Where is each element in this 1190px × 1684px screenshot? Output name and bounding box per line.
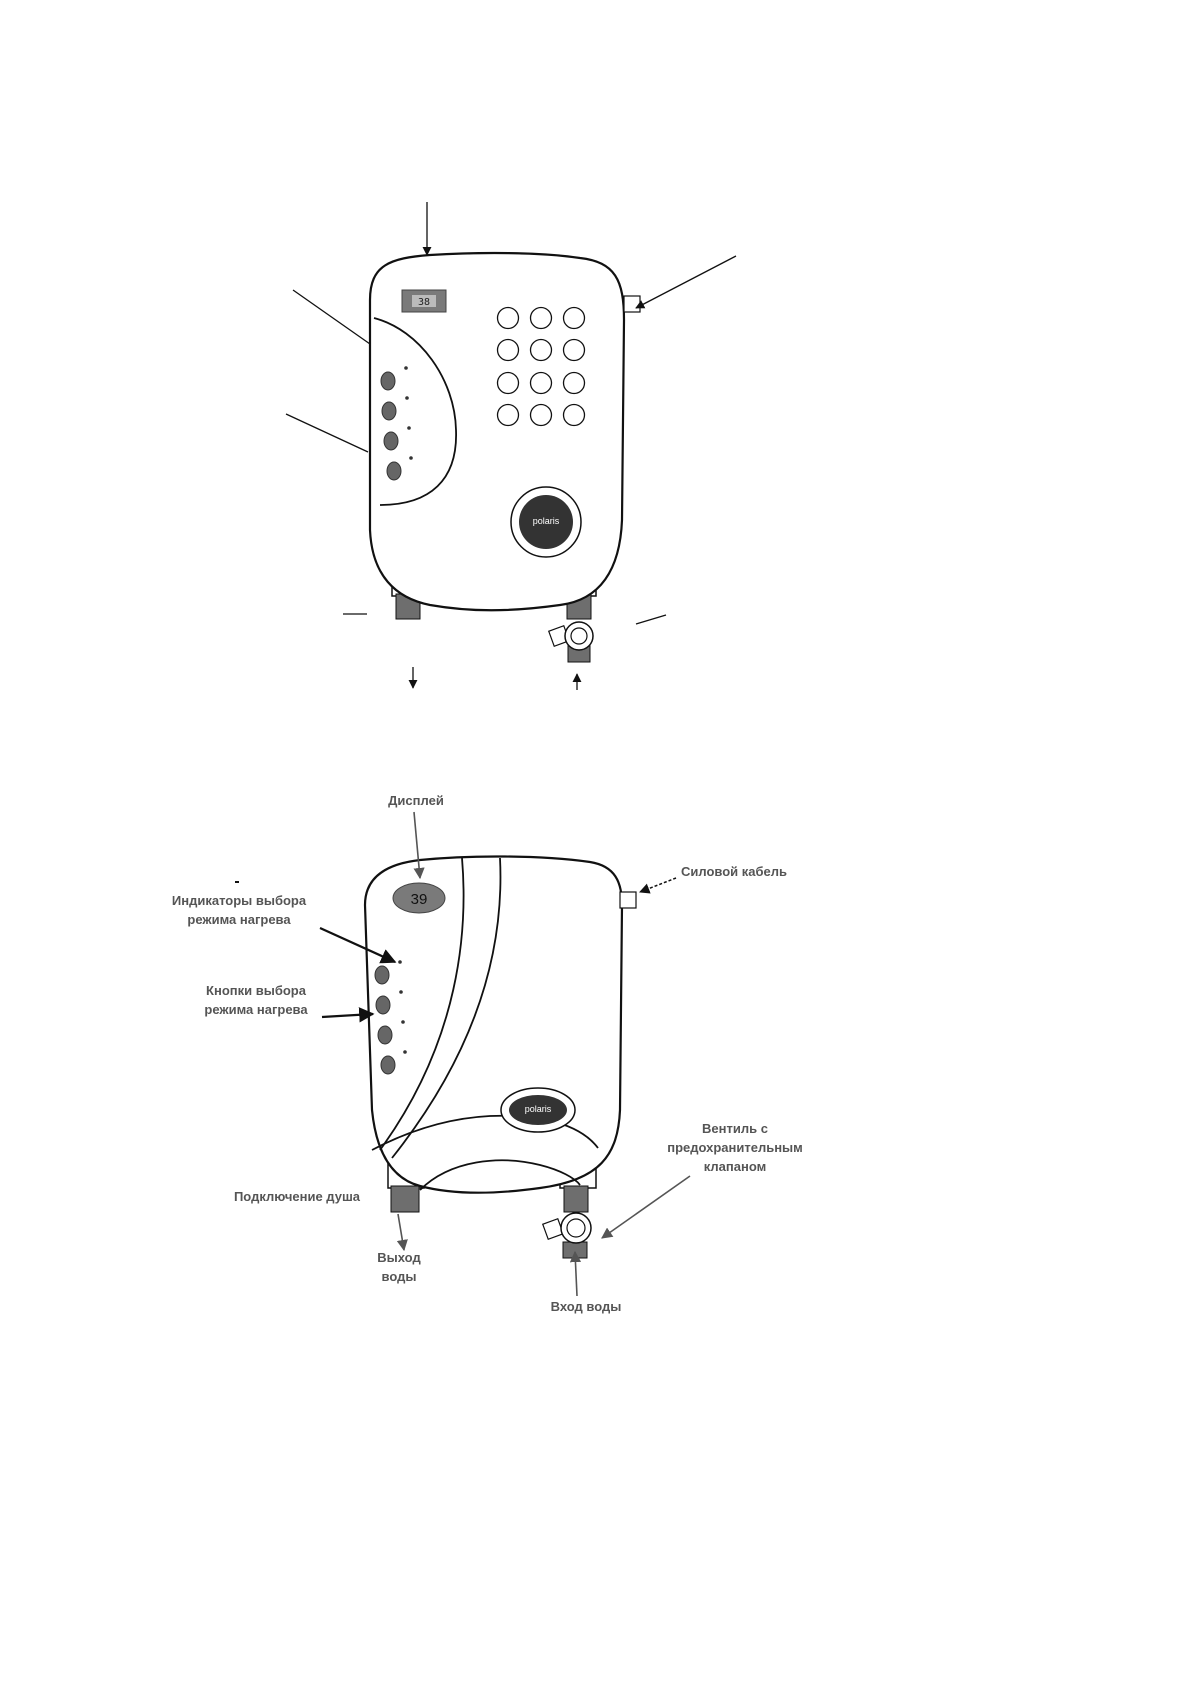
bottom-heater-figure (172, 793, 803, 1314)
top-heater-figure (286, 202, 736, 690)
bottom-inlet-pipe-upper (564, 1186, 588, 1212)
label-water-out-line2: воды (381, 1269, 417, 1284)
label-valve-line1: Вентиль с (702, 1121, 768, 1136)
top-valve (549, 622, 593, 650)
label-indicators-line1: Индикаторы выбора (171, 893, 307, 908)
top-mode-button-3 (384, 432, 398, 450)
top-display-value: 38 (417, 297, 431, 308)
top-valve-leader (636, 615, 666, 624)
water-out-arrow (398, 1214, 404, 1250)
top-mode-button-1 (381, 372, 395, 390)
power-cable-arrow (640, 878, 676, 892)
top-power-cable-stub (624, 296, 640, 312)
bottom-brand-text: polaris (524, 1104, 552, 1114)
top-brand-logo (511, 487, 581, 557)
label-buttons-line2: режима нагрева (204, 1002, 308, 1017)
bottom-valve (543, 1213, 591, 1243)
top-mode-button-2 (382, 402, 396, 420)
bottom-mode-button-1 (375, 966, 389, 984)
valve-arrow (602, 1176, 690, 1238)
bottom-indicator-1 (398, 960, 402, 964)
label-water-out-line1: Выход (377, 1250, 421, 1265)
buttons-arrow (322, 1014, 373, 1017)
bottom-indicator-2 (399, 990, 403, 994)
top-indicator-4 (409, 456, 413, 460)
label-water-in: Вход воды (550, 1299, 622, 1314)
bottom-outlet-pipe (391, 1186, 419, 1212)
top-brand-text: polaris (532, 516, 560, 526)
bottom-mode-button-3 (378, 1026, 392, 1044)
label-buttons-line1: Кнопки выбора (206, 983, 306, 998)
bottom-brand-logo (501, 1088, 575, 1132)
top-indicator-1 (404, 366, 408, 370)
label-valve-line3: клапаном (703, 1159, 767, 1174)
label-display: Дисплей (388, 793, 444, 808)
top-cable-arrow (636, 256, 736, 308)
water-in-arrow (575, 1252, 577, 1296)
bottom-indicator-4 (403, 1050, 407, 1054)
bottom-indicator-3 (401, 1020, 405, 1024)
label-valve-line2: предохранительным (667, 1140, 803, 1155)
top-indicators-leader (293, 290, 370, 344)
label-indicators-line2: режима нагрева (187, 912, 291, 927)
bottom-mode-button-4 (381, 1056, 395, 1074)
bottom-display-value: 39 (410, 891, 428, 908)
bottom-mode-button-2 (376, 996, 390, 1014)
top-indicator-3 (407, 426, 411, 430)
top-buttons-leader (286, 414, 368, 452)
bottom-power-cable-stub (620, 892, 636, 908)
label-shower: Подключение душа (233, 1189, 361, 1204)
top-indicator-2 (405, 396, 409, 400)
label-power-cable: Силовой кабель (680, 864, 788, 879)
top-mode-button-4 (387, 462, 401, 480)
